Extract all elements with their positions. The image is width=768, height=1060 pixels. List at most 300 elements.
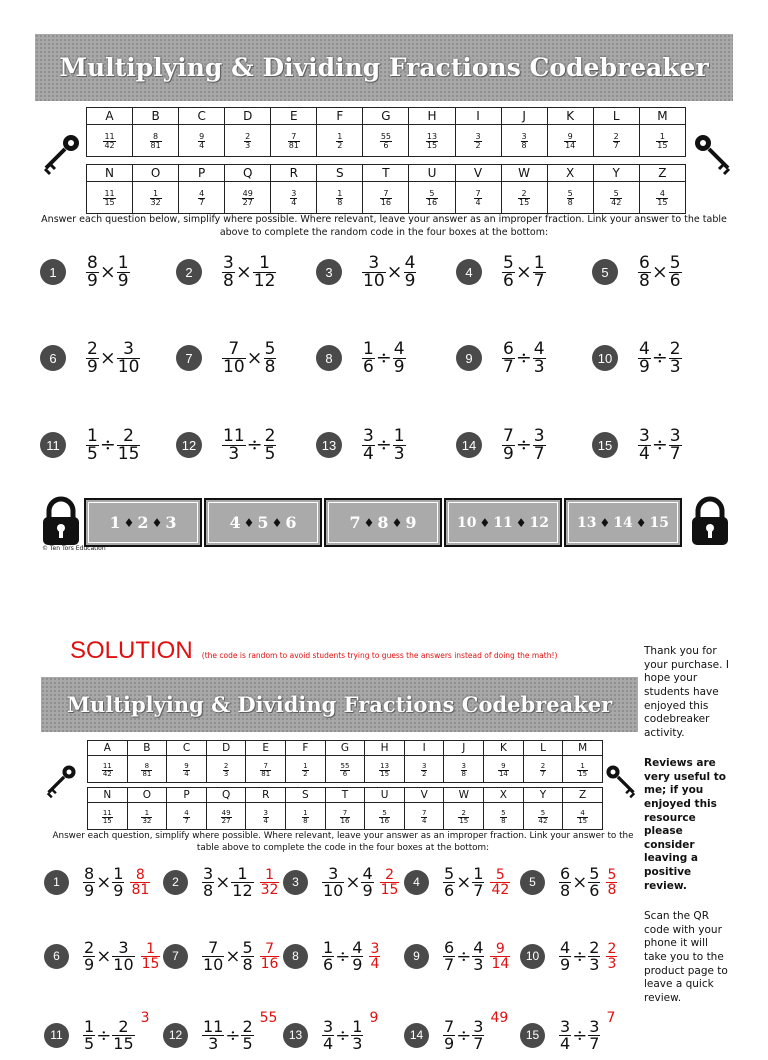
fraction <box>577 810 588 825</box>
fraction <box>103 190 115 207</box>
fraction <box>540 763 546 778</box>
denominator: 12 <box>253 270 276 291</box>
denominator: 8 <box>242 954 253 974</box>
question-number-badge: 8 <box>283 944 308 969</box>
denominator: 6 <box>589 880 600 900</box>
code-letter: S <box>286 788 326 803</box>
denominator: 3 <box>208 1033 219 1053</box>
key-icon <box>38 132 82 176</box>
code-fraction-cell <box>484 756 524 783</box>
fraction <box>472 863 484 900</box>
numerator: 9 <box>490 942 510 957</box>
denominator: 9 <box>404 270 416 291</box>
numerator: 8 <box>87 252 98 273</box>
question-6 <box>44 931 160 981</box>
copyright: © Ten Tors Education <box>42 545 106 552</box>
denominator: 4 <box>263 816 268 825</box>
code-letter: Q <box>225 165 271 182</box>
operator: ÷ <box>225 1024 241 1046</box>
denominator: 42 <box>491 881 510 898</box>
numerator: 1 <box>253 255 277 273</box>
code-letter: A <box>88 741 128 756</box>
denominator: 7 <box>444 954 455 974</box>
code-slot-number: 12 <box>529 514 549 531</box>
numerator: 5 <box>589 863 600 883</box>
denominator: 6 <box>383 141 389 150</box>
numerator: 3 <box>473 1016 484 1036</box>
code-fraction-cell <box>246 756 286 783</box>
fraction <box>241 1016 253 1053</box>
denominator: 27 <box>242 198 253 207</box>
numerator: 2 <box>242 1016 253 1036</box>
denominator: 15 <box>113 1033 134 1053</box>
key-icon <box>604 763 640 799</box>
question-13 <box>316 420 406 470</box>
denominator: 15 <box>102 816 112 825</box>
numerator: 11 <box>104 189 115 198</box>
numerator: 7 <box>380 190 392 199</box>
question-number-badge: 1 <box>44 870 69 895</box>
question-15 <box>592 420 682 470</box>
code-slot-number: 1 <box>109 513 121 532</box>
fraction <box>393 338 406 377</box>
fraction <box>361 863 373 900</box>
numerator: 4 <box>362 863 373 883</box>
numerator: 5 <box>538 810 549 818</box>
numerator: 1 <box>363 338 374 359</box>
fraction <box>362 252 386 291</box>
numerator: 1 <box>303 761 308 770</box>
denominator: 15 <box>380 881 399 898</box>
denominator: 3 <box>245 141 251 150</box>
numerator: 9 <box>564 133 576 142</box>
code-letter: A <box>87 108 133 125</box>
fraction <box>638 252 651 291</box>
question-11 <box>44 1010 150 1060</box>
numerator: 2 <box>540 761 546 770</box>
denominator: 3 <box>473 954 484 974</box>
answer-fraction <box>260 942 280 971</box>
fraction <box>474 133 481 150</box>
question-number-badge: 2 <box>163 870 188 895</box>
fraction <box>231 863 253 900</box>
code-fraction-cell <box>179 182 225 214</box>
denominator: 4 <box>363 443 374 464</box>
fraction <box>244 133 251 150</box>
numerator: 2 <box>223 761 229 770</box>
denominator: 81 <box>261 769 271 778</box>
code-letter: S <box>317 165 363 182</box>
numerator: 3 <box>521 132 527 141</box>
padlock-icon <box>41 497 81 547</box>
fraction <box>426 190 438 207</box>
code-fraction-cell <box>225 182 271 214</box>
numerator: 8 <box>130 868 150 883</box>
denominator: 7 <box>199 198 205 207</box>
code-fraction-cell <box>246 803 286 830</box>
numerator: 1 <box>303 808 308 817</box>
operator: × <box>345 871 361 893</box>
denominator: 16 <box>380 816 390 825</box>
fraction <box>421 810 427 825</box>
numerator: 3 <box>461 761 467 770</box>
denominator: 5 <box>84 1033 95 1053</box>
denominator: 3 <box>228 443 240 464</box>
fraction <box>202 1016 224 1053</box>
numerator: 3 <box>112 940 134 957</box>
code-fraction-cell <box>639 125 685 157</box>
code-letter: U <box>409 165 455 182</box>
denominator: 15 <box>657 141 668 150</box>
fraction <box>112 863 124 900</box>
denominator: 32 <box>260 881 279 898</box>
denominator: 15 <box>104 198 115 207</box>
denominator: 10 <box>117 356 140 377</box>
numerator: 7 <box>475 189 481 198</box>
numerator: 13 <box>426 132 438 141</box>
denominator: 5 <box>264 443 276 464</box>
numerator: 4 <box>473 937 484 957</box>
denominator: 81 <box>150 141 161 150</box>
numerator: 5 <box>669 252 681 273</box>
code-slot-number: 4 <box>229 513 241 532</box>
numerator: 2 <box>669 338 681 359</box>
fraction <box>559 937 571 974</box>
answer-fraction <box>606 942 617 971</box>
code-slot-number: 2 <box>137 513 149 532</box>
fraction <box>577 763 588 778</box>
numerator: 3 <box>362 255 386 273</box>
numerator: 11 <box>203 1016 224 1036</box>
code-fraction-cell <box>563 756 603 783</box>
question-number-badge: 12 <box>176 432 202 458</box>
qr-instructions: Scan the QR code with your phone it will take you to the product page to leave a quick review. <box>644 910 728 1004</box>
code-fraction-cell <box>88 756 128 783</box>
operator: × <box>386 261 403 283</box>
question-4 <box>404 857 510 907</box>
fraction <box>351 1016 363 1053</box>
answer-value: 55 <box>259 1010 278 1026</box>
numerator: 3 <box>589 1016 600 1036</box>
numerator: 2 <box>607 940 617 957</box>
fraction <box>538 810 549 825</box>
denominator: 32 <box>150 198 161 207</box>
code-letter: P <box>179 165 225 182</box>
numerator: 3 <box>475 132 481 141</box>
denominator: 9 <box>84 954 95 974</box>
numerator: 1 <box>533 252 545 273</box>
fraction <box>669 338 682 377</box>
code-fraction-cell <box>593 125 639 157</box>
operator: × <box>96 945 112 967</box>
denominator: 7 <box>540 769 546 778</box>
fraction <box>83 863 95 900</box>
fraction <box>112 937 134 974</box>
fraction <box>102 763 113 778</box>
numerator: 3 <box>639 425 650 446</box>
code-letter: J <box>444 741 484 756</box>
question-number-badge: 5 <box>520 870 545 895</box>
fraction <box>102 810 113 825</box>
operator: ÷ <box>651 434 668 456</box>
fraction <box>379 810 390 825</box>
code-fraction-cell <box>87 125 133 157</box>
denominator: 8 <box>521 141 527 150</box>
denominator: 42 <box>104 141 115 150</box>
numerator: 4 <box>404 252 416 273</box>
answer-fraction <box>130 868 150 897</box>
fraction <box>502 338 515 377</box>
code-letter: W <box>444 788 484 803</box>
fraction <box>288 133 300 150</box>
code-fraction-cell <box>409 182 455 214</box>
denominator: 9 <box>352 954 363 974</box>
question-number-badge: 3 <box>283 870 308 895</box>
denominator: 9 <box>503 443 514 464</box>
numerator: 55 <box>380 132 391 141</box>
denominator: 9 <box>87 356 98 377</box>
denominator: 7 <box>533 270 545 291</box>
numerator: 7 <box>288 133 300 142</box>
code-fraction-cell <box>444 803 484 830</box>
numerator: 7 <box>260 763 271 771</box>
numerator: 13 <box>380 761 390 770</box>
operator: ÷ <box>572 1024 588 1046</box>
question-3 <box>283 857 399 907</box>
numerator: 2 <box>87 338 98 359</box>
code-fraction-cell <box>317 125 363 157</box>
question-number-badge: 9 <box>456 345 482 371</box>
answer-fraction <box>490 942 510 971</box>
numerator: 11 <box>104 132 115 141</box>
code-fraction-cell <box>365 756 405 783</box>
code-slot-number: 5 <box>257 513 269 532</box>
answer-fraction <box>141 942 161 971</box>
denominator: 9 <box>560 954 571 974</box>
code-box <box>84 498 202 547</box>
numerator: 5 <box>242 937 253 957</box>
fraction <box>472 937 484 974</box>
denominator: 2 <box>475 141 481 150</box>
question-number-badge: 11 <box>40 432 66 458</box>
code-letter: J <box>501 108 547 125</box>
code-letter: T <box>325 788 365 803</box>
denominator: 14 <box>498 769 508 778</box>
question-number-badge: 11 <box>44 1023 69 1048</box>
question-number-badge: 10 <box>592 345 618 371</box>
denominator: 3 <box>589 954 600 974</box>
operator: × <box>235 261 252 283</box>
code-fraction-cell <box>501 182 547 214</box>
code-fraction-cell <box>547 125 593 157</box>
question-9 <box>404 931 510 981</box>
fraction <box>638 338 651 377</box>
denominator: 6 <box>323 954 334 974</box>
code-fraction-cell <box>206 803 246 830</box>
operator: × <box>651 261 668 283</box>
denominator: 15 <box>519 198 530 207</box>
review-request: Reviews are very useful to me; if you enjoyed this resource please consider leaving a positive review. <box>644 757 727 892</box>
numerator: 3 <box>370 940 380 957</box>
denominator: 42 <box>611 198 622 207</box>
fraction <box>150 133 162 150</box>
denominator: 32 <box>142 816 152 825</box>
question-number-badge: 8 <box>316 345 342 371</box>
fraction <box>498 763 509 778</box>
question-2 <box>176 247 276 297</box>
denominator: 7 <box>589 1033 600 1053</box>
denominator: 16 <box>260 955 279 972</box>
operator: ÷ <box>96 1024 112 1046</box>
fraction <box>340 763 351 778</box>
numerator: 7 <box>421 808 427 817</box>
numerator: 5 <box>501 808 506 817</box>
numerator: 8 <box>150 133 162 142</box>
denominator: 4 <box>291 198 297 207</box>
denominator: 3 <box>669 356 681 377</box>
numerator: 4 <box>352 937 363 957</box>
question-number-badge: 7 <box>163 944 188 969</box>
numerator: 1 <box>260 868 280 883</box>
code-fraction-cell <box>127 756 167 783</box>
numerator: 4 <box>184 808 189 817</box>
numerator: 1 <box>393 425 405 446</box>
code-letter: E <box>246 741 286 756</box>
numerator: 1 <box>113 863 124 883</box>
code-letter: V <box>455 165 501 182</box>
fraction <box>86 252 99 291</box>
code-letter: N <box>88 788 128 803</box>
denominator: 7 <box>184 816 189 825</box>
solution-title-banner: Multiplying & Dividing Fractions Codebreaker <box>41 677 638 732</box>
code-slot-number: 15 <box>649 514 669 531</box>
numerator: 5 <box>490 868 510 883</box>
numerator: 5 <box>426 190 438 199</box>
code-letter: E <box>271 108 317 125</box>
fraction <box>362 425 375 464</box>
denominator: 3 <box>393 443 405 464</box>
code-letter: H <box>365 741 405 756</box>
code-slot-number: 11 <box>493 514 513 531</box>
answer-fraction <box>490 868 510 897</box>
question-number-badge: 15 <box>520 1023 545 1048</box>
code-fraction-cell <box>286 803 326 830</box>
code-letter: X <box>547 165 593 182</box>
denominator: 8 <box>461 769 467 778</box>
code-letter: X <box>484 788 524 803</box>
fraction <box>443 863 455 900</box>
fraction <box>183 763 189 778</box>
denominator: 6 <box>669 270 681 291</box>
code-fraction-cell <box>225 125 271 157</box>
operator: ÷ <box>335 945 351 967</box>
numerator: 2 <box>613 132 619 141</box>
fraction <box>241 937 253 974</box>
question-number-badge: 13 <box>283 1023 308 1048</box>
numerator: 2 <box>117 428 141 446</box>
diamond-separator: ♦ <box>151 515 163 530</box>
fraction <box>588 863 600 900</box>
fraction <box>336 133 343 150</box>
denominator: 27 <box>221 816 231 825</box>
fraction <box>379 763 390 778</box>
fraction <box>472 1016 484 1053</box>
numerator: 2 <box>589 937 600 957</box>
fraction <box>502 252 515 291</box>
diamond-separator: ♦ <box>599 515 611 530</box>
fraction <box>521 133 528 150</box>
code-slot-number: 9 <box>405 513 417 532</box>
numerator: 6 <box>444 937 455 957</box>
numerator: 1 <box>141 942 161 957</box>
code-letter: Q <box>206 788 246 803</box>
code-letter: C <box>167 741 207 756</box>
fraction <box>141 810 152 825</box>
answer-fraction <box>606 868 617 897</box>
code-slot-number: 7 <box>349 513 361 532</box>
denominator: 3 <box>223 769 229 778</box>
fraction <box>443 937 455 974</box>
fraction <box>461 763 467 778</box>
code-fraction-cell <box>404 756 444 783</box>
fraction <box>404 252 417 291</box>
code-letter: N <box>87 165 133 182</box>
numerator: 9 <box>199 132 205 141</box>
fraction <box>336 190 343 207</box>
operator: ÷ <box>99 434 116 456</box>
denominator: 81 <box>288 141 299 150</box>
denominator: 6 <box>363 356 374 377</box>
denominator: 8 <box>639 270 650 291</box>
numerator: 1 <box>84 1016 95 1036</box>
code-table-row-2 <box>86 164 686 214</box>
code-box <box>204 498 322 547</box>
numerator: 1 <box>337 189 343 198</box>
fraction <box>302 763 308 778</box>
code-fraction-cell <box>167 756 207 783</box>
solution-note: (the code is random to avoid students trying to guess the answers instead of doing the math!) <box>201 651 558 660</box>
code-letter: H <box>409 108 455 125</box>
numerator: 11 <box>223 425 245 446</box>
denominator: 7 <box>473 880 484 900</box>
numerator: 2 <box>380 868 400 883</box>
fraction <box>559 863 571 900</box>
code-letter: M <box>639 108 685 125</box>
code-box <box>444 498 562 547</box>
operator: ÷ <box>246 434 263 456</box>
solution-code-table-row-1 <box>87 740 603 783</box>
denominator: 7 <box>613 141 619 150</box>
fraction <box>613 133 620 150</box>
fraction <box>362 338 375 377</box>
answer-value: 49 <box>490 1010 509 1026</box>
fraction <box>263 810 269 825</box>
code-slot-number: 14 <box>613 514 633 531</box>
fraction <box>260 763 271 778</box>
code-slot-number: 10 <box>457 514 477 531</box>
numerator: 3 <box>322 866 344 883</box>
code-letter: Z <box>563 788 603 803</box>
numerator: 2 <box>518 190 530 199</box>
code-letter: L <box>523 741 563 756</box>
solution-heading <box>70 637 557 665</box>
operator: ÷ <box>515 347 532 369</box>
numerator: 2 <box>264 425 276 446</box>
question-number-badge: 12 <box>163 1023 188 1048</box>
denominator: 6 <box>503 270 514 291</box>
numerator: 3 <box>117 341 141 359</box>
denominator: 9 <box>639 356 650 377</box>
